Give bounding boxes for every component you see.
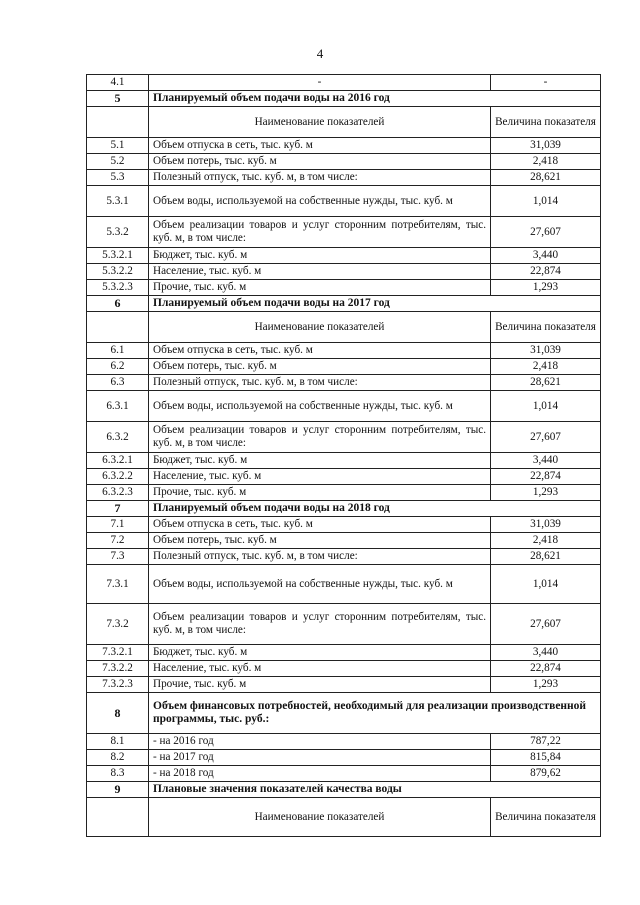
section-number: 5 <box>87 91 149 107</box>
row-value: 22,874 <box>491 661 601 677</box>
table-row <box>87 604 601 645</box>
header-row <box>87 107 601 138</box>
row-number: 7.3.2 <box>87 604 149 645</box>
header-row <box>87 312 601 343</box>
table-row <box>87 75 601 91</box>
header-name: Наименование показателей <box>149 312 491 343</box>
table-row <box>87 661 601 677</box>
row-text: Объем воды, используемой на собственные нужды, тыс. куб. м <box>149 565 491 604</box>
row-text: Объем потерь, тыс. куб. м <box>149 359 491 375</box>
row-text: - на 2016 год <box>149 734 491 750</box>
row-value: 27,607 <box>491 422 601 453</box>
row-value: 31,039 <box>491 517 601 533</box>
section-title: Плановые значения показателей качества воды <box>149 782 601 798</box>
table-row <box>87 343 601 359</box>
row-value: 27,607 <box>491 217 601 248</box>
table-row <box>87 375 601 391</box>
row-text: Объем потерь, тыс. куб. м <box>149 533 491 549</box>
row-number: 6.1 <box>87 343 149 359</box>
header-value: Величина показателя <box>491 107 601 138</box>
row-value: 28,621 <box>491 549 601 565</box>
header-blank <box>87 107 149 138</box>
row-value: 815,84 <box>491 750 601 766</box>
row-number: 7.2 <box>87 533 149 549</box>
header-value: Величина показателя <box>491 312 601 343</box>
row-text: - <box>149 75 491 91</box>
row-text: Прочие, тыс. куб. м <box>149 485 491 501</box>
row-value: 1,014 <box>491 186 601 217</box>
row-value: 28,621 <box>491 170 601 186</box>
row-number: 6.3.2.1 <box>87 453 149 469</box>
row-text: Объем воды, используемой на собственные нужды, тыс. куб. м <box>149 186 491 217</box>
table-row <box>87 154 601 170</box>
table-row <box>87 469 601 485</box>
table-row <box>87 391 601 422</box>
row-number: 5.3.2 <box>87 217 149 248</box>
row-value: 27,607 <box>491 604 601 645</box>
row-value: 1,014 <box>491 565 601 604</box>
header-name: Наименование показателей <box>149 107 491 138</box>
row-value: 3,440 <box>491 645 601 661</box>
table-row <box>87 248 601 264</box>
table-row <box>87 485 601 501</box>
row-value: 879,62 <box>491 766 601 782</box>
row-text: Объем воды, используемой на собственные нужды, тыс. куб. м <box>149 391 491 422</box>
header-row <box>87 798 601 837</box>
table-row <box>87 517 601 533</box>
row-number: 5.3 <box>87 170 149 186</box>
row-number: 6.3.2.3 <box>87 485 149 501</box>
table-row <box>87 677 601 693</box>
row-text: Объем отпуска в сеть, тыс. куб. м <box>149 343 491 359</box>
row-number: 5.2 <box>87 154 149 170</box>
page-number: 4 <box>316 46 324 61</box>
row-value: 22,874 <box>491 469 601 485</box>
table-row <box>87 766 601 782</box>
section-row <box>87 782 601 798</box>
row-value: - <box>491 75 601 91</box>
section-number: 6 <box>87 296 149 312</box>
table-row <box>87 264 601 280</box>
row-text: Население, тыс. куб. м <box>149 469 491 485</box>
row-text: Население, тыс. куб. м <box>149 661 491 677</box>
row-number: 7.3 <box>87 549 149 565</box>
row-number: 7.3.2.1 <box>87 645 149 661</box>
row-value: 2,418 <box>491 154 601 170</box>
row-value: 3,440 <box>491 248 601 264</box>
table-row <box>87 138 601 154</box>
section-title: Объем финансовых потребностей, необходимый для реализации производственной программы, тыс. руб.: <box>149 693 601 734</box>
row-text: Объем реализации товаров и услуг сторонним потребителям, тыс. куб. м, в том числе: <box>149 604 491 645</box>
header-value: Величина показателя <box>491 798 601 837</box>
section-number: 9 <box>87 782 149 798</box>
row-text: Полезный отпуск, тыс. куб. м, в том числе: <box>149 549 491 565</box>
row-number: 6.3 <box>87 375 149 391</box>
table-row <box>87 549 601 565</box>
row-number: 7.3.2.3 <box>87 677 149 693</box>
row-text: Бюджет, тыс. куб. м <box>149 248 491 264</box>
row-text: Полезный отпуск, тыс. куб. м, в том числе: <box>149 375 491 391</box>
row-text: Объем реализации товаров и услуг сторонним потребителям, тыс. куб. м, в том числе: <box>149 422 491 453</box>
section-title: Планируемый объем подачи воды на 2016 год <box>149 91 601 107</box>
row-number: 7.3.1 <box>87 565 149 604</box>
row-text: Объем реализации товаров и услуг сторонним потребителям, тыс. куб. м, в том числе: <box>149 217 491 248</box>
row-number: 6.3.2.2 <box>87 469 149 485</box>
section-number: 8 <box>87 693 149 734</box>
row-value: 1,014 <box>491 391 601 422</box>
table-row <box>87 645 601 661</box>
section-row <box>87 693 601 734</box>
table-row <box>87 280 601 296</box>
row-value: 2,418 <box>491 533 601 549</box>
row-number: 5.3.2.2 <box>87 264 149 280</box>
row-number: 8.2 <box>87 750 149 766</box>
section-number: 7 <box>87 501 149 517</box>
row-value: 31,039 <box>491 343 601 359</box>
row-number: 7.3.2.2 <box>87 661 149 677</box>
row-value: 1,293 <box>491 280 601 296</box>
row-text: Объем отпуска в сеть, тыс. куб. м <box>149 138 491 154</box>
table-row <box>87 565 601 604</box>
row-text: Полезный отпуск, тыс. куб. м, в том числе: <box>149 170 491 186</box>
row-value: 1,293 <box>491 485 601 501</box>
row-number: 5.3.2.1 <box>87 248 149 264</box>
section-row <box>87 501 601 517</box>
row-text: - на 2018 год <box>149 766 491 782</box>
row-text: Бюджет, тыс. куб. м <box>149 453 491 469</box>
row-value: 787,22 <box>491 734 601 750</box>
section-title: Планируемый объем подачи воды на 2018 год <box>149 501 601 517</box>
row-value: 2,418 <box>491 359 601 375</box>
section-row <box>87 91 601 107</box>
row-text: Объем отпуска в сеть, тыс. куб. м <box>149 517 491 533</box>
row-text: - на 2017 год <box>149 750 491 766</box>
row-number: 4.1 <box>87 75 149 91</box>
program-table <box>86 74 601 837</box>
table-row <box>87 750 601 766</box>
row-text: Объем потерь, тыс. куб. м <box>149 154 491 170</box>
table-row <box>87 186 601 217</box>
row-number: 7.1 <box>87 517 149 533</box>
row-text: Прочие, тыс. куб. м <box>149 677 491 693</box>
row-text: Бюджет, тыс. куб. м <box>149 645 491 661</box>
row-number: 6.3.2 <box>87 422 149 453</box>
header-blank <box>87 798 149 837</box>
table-row <box>87 359 601 375</box>
row-number: 5.3.2.3 <box>87 280 149 296</box>
row-number: 5.3.1 <box>87 186 149 217</box>
table-row <box>87 734 601 750</box>
row-value: 28,621 <box>491 375 601 391</box>
table-row <box>87 453 601 469</box>
row-value: 22,874 <box>491 264 601 280</box>
section-title: Планируемый объем подачи воды на 2017 год <box>149 296 601 312</box>
row-number: 8.1 <box>87 734 149 750</box>
row-text: Население, тыс. куб. м <box>149 264 491 280</box>
table-row <box>87 422 601 453</box>
row-value: 3,440 <box>491 453 601 469</box>
row-number: 6.3.1 <box>87 391 149 422</box>
row-number: 6.2 <box>87 359 149 375</box>
row-value: 31,039 <box>491 138 601 154</box>
section-row <box>87 296 601 312</box>
table-row <box>87 217 601 248</box>
row-text: Прочие, тыс. куб. м <box>149 280 491 296</box>
header-name: Наименование показателей <box>149 798 491 837</box>
header-blank <box>87 312 149 343</box>
row-number: 8.3 <box>87 766 149 782</box>
table-row <box>87 533 601 549</box>
table-row <box>87 170 601 186</box>
row-value: 1,293 <box>491 677 601 693</box>
row-number: 5.1 <box>87 138 149 154</box>
